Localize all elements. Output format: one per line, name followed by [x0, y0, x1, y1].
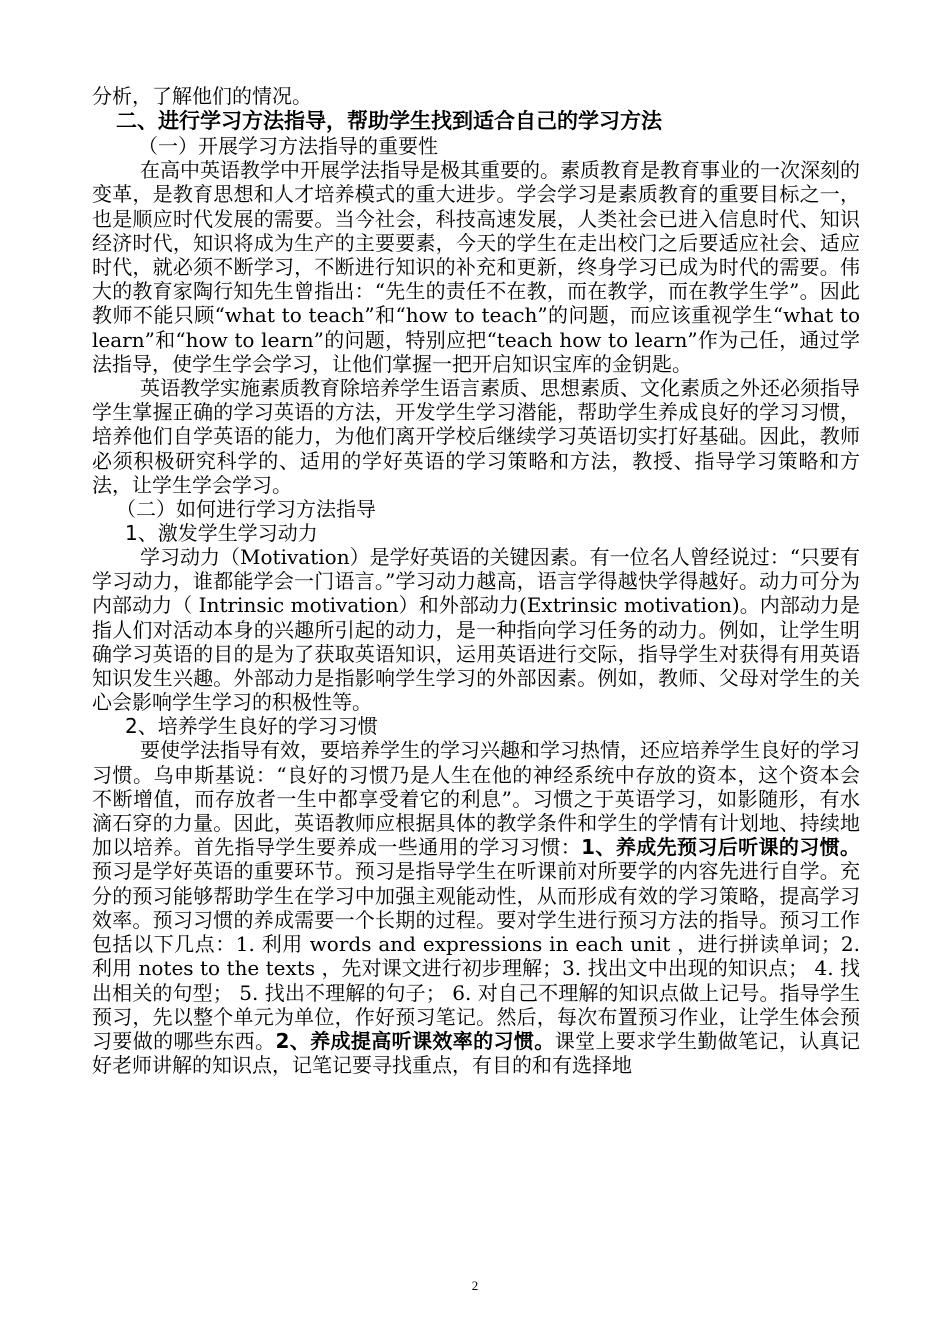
- item-heading-2: 2、培养学生良好的学习习惯: [125, 714, 378, 739]
- paragraph-3: 学习动力（Motivation）是学好英语的关键因素。有一位名人曾经说过：“只要有学习动力，谁都能学会一门语言。”学习动力越高，语言学得越快学得越好。动力可分为内部动力（ Intrinsic motivation）和外部动力(Extrinsic motivation)。内部动力是指人们对活动本身的兴趣所引起的动力，是一种指向学习任务的动力。例如，让学生明确学习英语的目的是为了获取英语知识，运用英语进行交际，指导学生对获得有用英语知识发生兴趣。外部动力是指影响学生学习的外部因素。例如，教师、父母对学生的关心会影响学生学习的积极性等。: [92, 545, 860, 715]
- paragraph-4: [92, 738, 860, 1077]
- document-page: [92, 84, 860, 1077]
- paragraph-2: 英语教学实施素质教育除培养学生语言素质、思想素质、文化素质之外还必须指导学生掌握正确的学习英语的方法，开发学生学习潜能，帮助学生养成良好的学习习惯，培养他们自学英语的能力，为他们离开学校后继续学习英语切实打好基础。因此，教师必须积极研究科学的、适用的学好英语的学习策略和方法，教授、指导学习策略和方法，让学生学会学习。: [92, 376, 860, 497]
- paragraph-4-text-c: 课堂上要求学生勤做笔记，认真记好老师讲解的知识点，记笔记要寻找重点，有目的和有选择地: [92, 1028, 861, 1078]
- page-number: 2: [471, 1278, 479, 1293]
- section-heading: 二、进行学习方法指导，帮助学生找到适合自己的学习方法: [116, 109, 662, 134]
- paragraph-4-text-b: 预习是学好英语的重要环节。预习是指导学生在听课前对所要学的内容先进行自学。充分的预习能够帮助学生在学习中加强主观能动性，从而形成有效的学习策略，提高学习效率。预习习惯的养成需要一个长期的过程。要对学生进行预习方法的指导。预习工作包括以下几点：1. 利用 words and expressions in each unit ，进行拼读单词；2. 利用 notes to the texts ，先对课文进行初步理解；3. 找出文中出现的知识点； 4. 找出相关的句型； 5. 找出不理解的句子； 6. 对自己不理解的知识点做上记号。指导学生预习，先以整个单元为单位，作好预习笔记。然后，每次布置预习作业，让学生体会预习要做的哪些东西。: [92, 859, 860, 1053]
- paragraph-4-text-a: 要使学法指导有效，要培养学生的学习兴趣和学习热情，还应培养学生良好的学习习惯。乌申斯基说：“良好的习惯乃是人生在他的神经系统中存放的资本，这个资本会不断增值，而存放者一生中都享受着它的利息”。习惯之于英语学习，如影随形，有水滴石穿的力量。因此，英语教师应根据具体的教学条件和学生的学情有计划地、持续地加以培养。首先指导学生要养成一些通用的学习习惯：: [92, 738, 860, 860]
- paragraph-1: 在高中英语教学中开展学法指导是极其重要的。素质教育是教育事业的一次深刻的变革，是教育思想和人才培养模式的重大进步。学会学习是素质教育的重要目标之一，也是顺应时代发展的需要。当今社会，科技高速发展，人类社会已进入信息时代、知识经济时代，知识将成为生产的主要要素，今天的学生在走出校门之后要适应社会、适应时代，就必须不断学习，不断进行知识的补充和更新，终身学习已成为时代的需要。伟大的教育家陶行知先生曾指出：“先生的责任不在教，而在教学，而在教学生学”。因此教师不能只顾“what to teach”和“how to teach”的问题，而应该重视学生“what to learn”和“how to learn”的问题，特别应把“teach how to learn”作为己任，通过学法指导，使学生学会学习，让他们掌握一把开启知识宝库的金钥匙。: [92, 158, 860, 376]
- item-heading-1: 1、激发学生学习动力: [125, 521, 318, 546]
- habit-2-label: 2、养成提高听课效率的习惯。: [275, 1028, 555, 1053]
- habit-1-label: 1、养成先预习后听课的习惯。: [581, 835, 861, 860]
- continuation-text: 分析，了解他们的情况。: [92, 84, 312, 108]
- subsection-heading-1: （一）开展学习方法指导的重要性: [138, 134, 438, 159]
- subsection-heading-2: （二）如何进行学习方法指导: [116, 497, 376, 522]
